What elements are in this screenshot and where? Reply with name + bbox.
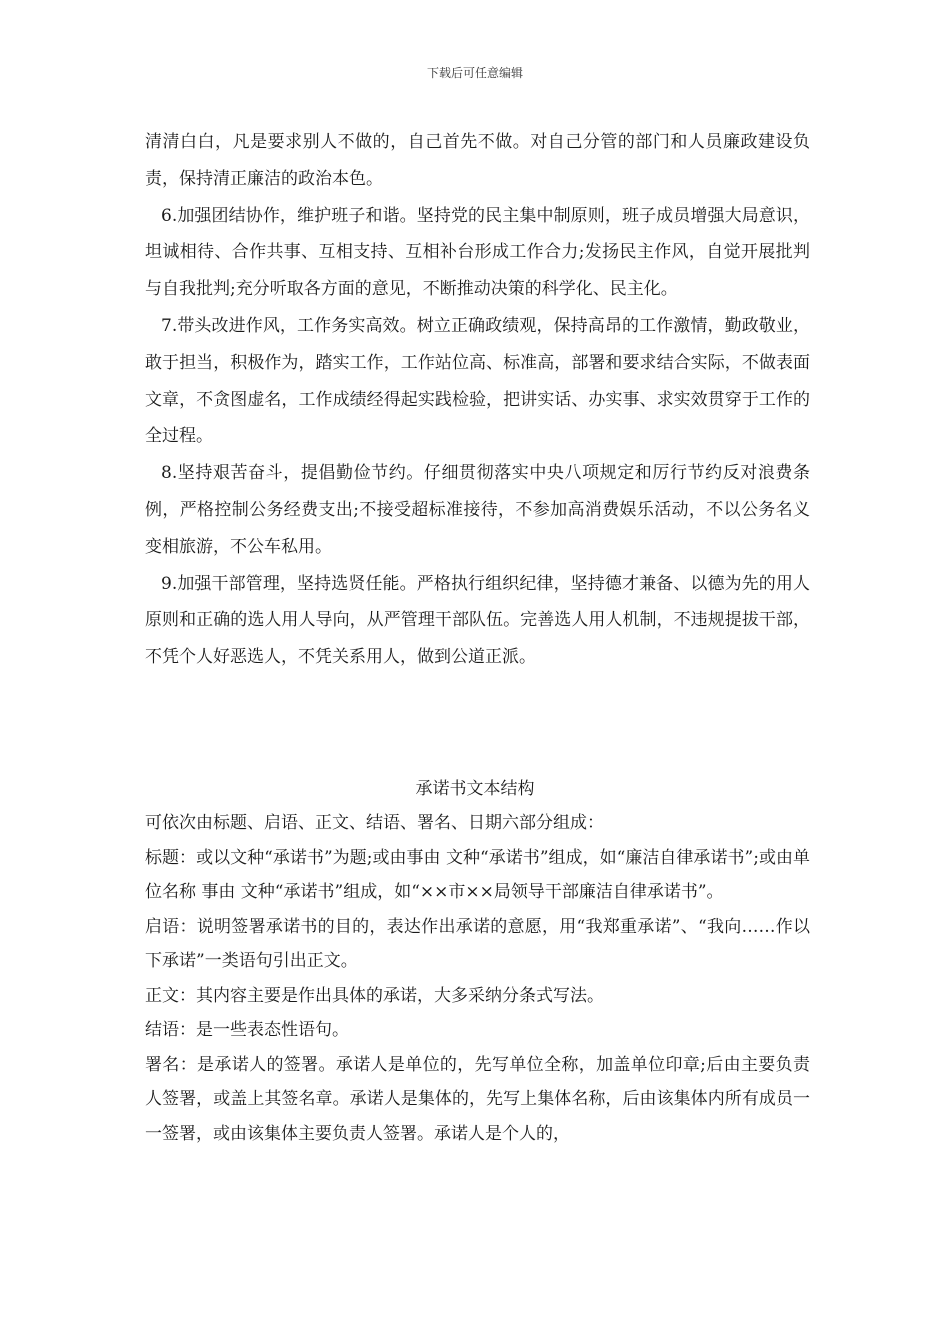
paragraph-item-9: 9.加强干部管理，坚持选贤任能。严格执行组织纪律，坚持德才兼备、以德为先的用人原则和正确的选人用人导向，从严管理干部队伍。完善选人用人机制，不违规提拔干部，不凭个人好恶选人，不凭关系用人，做到公道正派。 bbox=[145, 573, 810, 668]
structure-signature-part: 署名：是承诺人的签署。承诺人是单位的，先写单位全称，加盖单位印章;后由主要负责人签署，或盖上其签名章。承诺人是集体的，先写上集体名称，后由该集体内所有成员一一签署，或由该集体主要负责人签署。承诺人是个人的， bbox=[145, 1054, 810, 1144]
structure-opening-part: 启语：说明签署承诺书的目的，表达作出承诺的意愿，用“我郑重承诺”、“我向……作以下承诺”一类语句引出正文。 bbox=[145, 916, 810, 971]
paragraph-item-6: 6.加强团结协作，维护班子和谐。坚持党的民主集中制原则，班子成员增强大局意识，坦诚相待、合作共事、互相支持、互相补台形成工作合力;发扬民主作风，自觉开展批判与自我批判;充分听取各方面的意见，不断推动决策的科学化、民主化。 bbox=[145, 205, 810, 300]
structure-main-part: 正文：其内容主要是作出具体的承诺，大多采纳分条式写法。 bbox=[145, 985, 604, 1006]
paragraph-continuation: 清清白白，凡是要求别人不做的，自己首先不做。对自己分管的部门和人员廉政建设负责，保持清正廉洁的政治本色。 bbox=[145, 132, 810, 189]
structure-title-part: 标题：或以文种“承诺书”为题;或由事由 文种“承诺书”组成，如“廉洁自律承诺书”;或由单位名称 事由 文种“承诺书”组成，如“××市××局领导干部廉洁自律承诺书”。 bbox=[145, 847, 810, 902]
page-header: 下载后可任意编辑 bbox=[426, 66, 523, 80]
structure-intro: 可依次由标题、启语、正文、结语、署名、日期六部分组成： bbox=[145, 813, 604, 833]
section-title: 承诺书文本结构 bbox=[415, 779, 535, 799]
structure-section bbox=[145, 806, 810, 1151]
commitment-body bbox=[145, 124, 810, 676]
structure-closing-part: 结语：是一些表态性语句。 bbox=[145, 1020, 349, 1040]
paragraph-item-7: 7.带头改进作风，工作务实高效。树立正确政绩观，保持高昂的工作激情，勤政敬业，敢于担当，积极作为，踏实工作，工作站位高、标准高，部署和要求结合实际，不做表面文章，不贪图虚名，工作成绩经得起实践检验，把讲实话、办实事、求实效贯穿于工作的全过程。 bbox=[145, 315, 810, 447]
paragraph-item-8: 8.坚持艰苦奋斗，提倡勤俭节约。仔细贯彻落实中央八项规定和厉行节约反对浪费条例，严格控制公务经费支出;不接受超标准接待，不参加高消费娱乐活动，不以公务名义变相旅游，不公车私用。 bbox=[145, 463, 810, 557]
